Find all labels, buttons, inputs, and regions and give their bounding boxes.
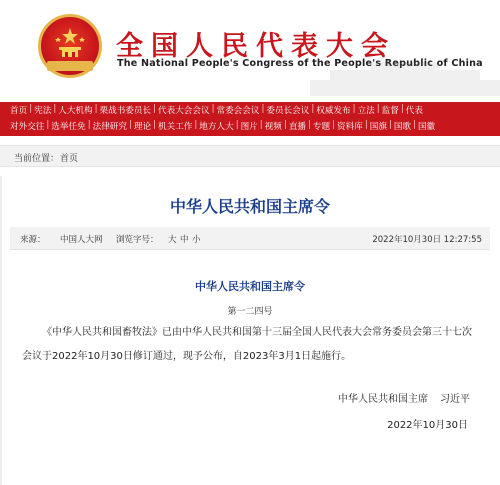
nav-item[interactable]: 代表: [405, 106, 423, 116]
nav-separator: |: [261, 104, 265, 114]
nav-separator: |: [311, 104, 315, 114]
font-size-large-button[interactable]: 大: [168, 235, 177, 245]
nav-item[interactable]: 选举任免: [51, 122, 86, 132]
article-body: 《中华人民共和国畜牧法》已由中华人民共和国第十三届全国人民代表大会常务委员会第三十七次会议于2022年10月30日修订通过，现予公布，自2023年3月1日起施行。: [22, 327, 472, 362]
signature-name: 习近平: [440, 394, 470, 405]
signature-date: 2022年10月30日: [387, 420, 468, 431]
nav-separator: |: [29, 104, 33, 114]
source-value: 中国人大网: [60, 235, 103, 245]
nav-separator: |: [46, 120, 50, 130]
nav-row-1: [10, 104, 423, 120]
nav-separator: |: [388, 120, 392, 130]
source-label: 来源：: [20, 235, 46, 245]
article-meta-bar: [10, 227, 490, 249]
nav-row-2: [10, 120, 435, 136]
nav-item[interactable]: 立法: [357, 106, 375, 116]
publish-datetime: 2022年10月30日 12:27:55: [372, 235, 482, 245]
breadcrumb-label: 当前位置：: [14, 154, 60, 164]
page-title: 中华人民共和国主席令: [169, 197, 330, 216]
nav-separator: |: [235, 120, 239, 130]
nav-item[interactable]: 专题: [312, 122, 331, 132]
nav-separator: |: [194, 120, 198, 130]
divider: [10, 249, 490, 250]
signature-title: 中华人民共和国主席: [338, 394, 428, 405]
nav-separator: |: [87, 120, 91, 130]
nav-separator: |: [364, 120, 368, 130]
nav-item[interactable]: 首页: [10, 106, 28, 116]
font-size-medium-button[interactable]: 中: [180, 235, 189, 245]
breadcrumb-home-link[interactable]: 首页: [60, 154, 79, 164]
nav-separator: |: [413, 120, 416, 130]
nav-item[interactable]: 对外交往: [10, 122, 45, 132]
great-hall-building-icon: [310, 60, 500, 96]
nav-separator: |: [94, 104, 98, 114]
nav-item[interactable]: 常委会会议: [216, 106, 260, 116]
nav-separator: |: [259, 120, 263, 130]
signature-line: [338, 390, 470, 405]
nav-separator: |: [128, 120, 132, 130]
nav-item[interactable]: 委员长会议: [266, 106, 310, 116]
font-size-label: 浏览字号：: [116, 235, 159, 245]
nav-separator: |: [332, 120, 336, 130]
site-title-en: The National People's Congress of the People's Republic of China: [117, 58, 483, 69]
nav-item[interactable]: 资料库: [337, 122, 363, 132]
nav-item[interactable]: 监督: [381, 106, 399, 116]
nav-separator: |: [400, 104, 404, 114]
order-title: 中华人民共和国主席令: [195, 280, 305, 293]
nav-item[interactable]: 直播: [288, 122, 307, 132]
nav-item[interactable]: 权威发布: [316, 106, 351, 116]
nav-item[interactable]: 栗战书委员长: [99, 106, 152, 116]
nav-item[interactable]: 国歌: [393, 122, 412, 132]
nav-item[interactable]: 人大机构: [58, 106, 93, 116]
site-title-cn[interactable]: 全国人民代表大会: [116, 31, 396, 62]
nav-item[interactable]: 国徽: [417, 122, 436, 132]
nav-separator: |: [153, 104, 156, 114]
nav-item[interactable]: 机关工作: [158, 122, 193, 132]
nav-item[interactable]: 代表大会会议: [158, 106, 210, 116]
left-edge: [0, 176, 2, 485]
nav-item[interactable]: 图片: [240, 122, 258, 132]
nav-item[interactable]: 宪法: [34, 106, 52, 116]
font-size-small-button[interactable]: 小: [192, 235, 201, 245]
nav-separator: |: [308, 120, 311, 130]
main-nav: [0, 102, 500, 136]
site-header: [0, 0, 500, 96]
nav-item[interactable]: 理论: [133, 122, 152, 132]
nav-item[interactable]: 视频: [264, 122, 282, 132]
nav-separator: |: [211, 104, 215, 114]
nav-separator: |: [283, 120, 287, 130]
order-number: 第一二四号: [227, 307, 273, 317]
nav-item[interactable]: 法律研究: [92, 122, 127, 132]
nav-item[interactable]: 地方人大: [199, 122, 234, 132]
breadcrumb: [0, 145, 500, 167]
nav-separator: |: [376, 104, 380, 114]
nav-separator: |: [53, 104, 57, 114]
nav-item[interactable]: 国旗: [369, 122, 387, 132]
nav-separator: |: [352, 104, 356, 114]
national-emblem-icon[interactable]: [38, 14, 102, 78]
nav-separator: |: [153, 120, 156, 130]
